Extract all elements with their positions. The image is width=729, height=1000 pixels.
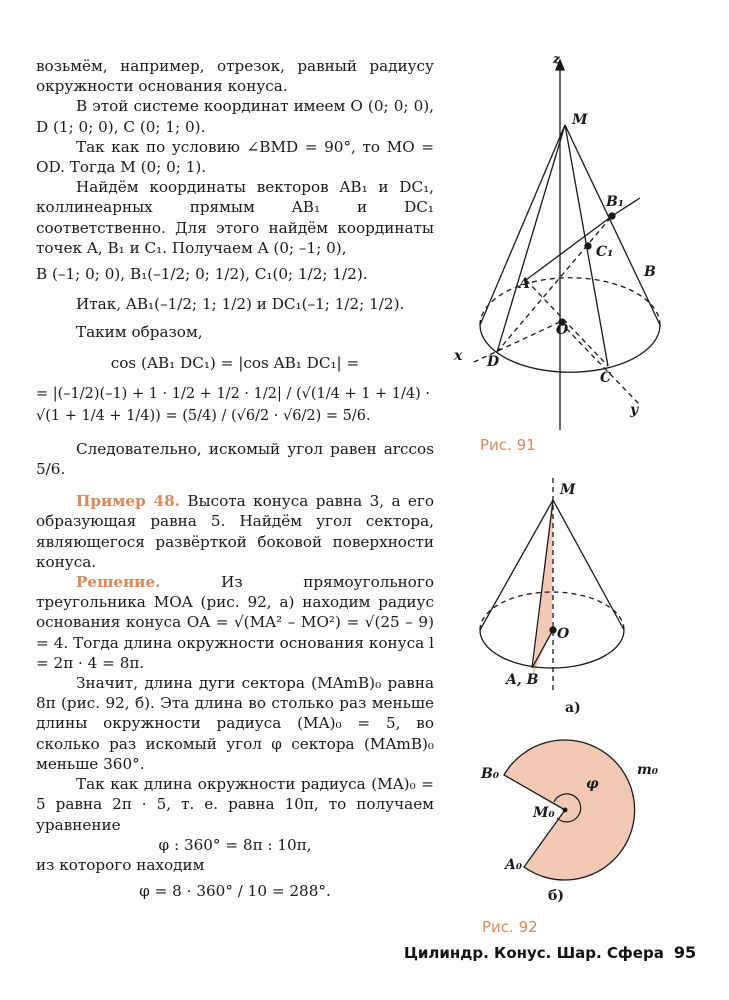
paragraph-5: B (–1; 0; 0), B₁(–1/2; 0; 1/2), C₁(0; 1/2; 1/2). bbox=[36, 265, 368, 284]
label-C1: C₁ bbox=[596, 244, 614, 260]
label-C: C bbox=[600, 370, 612, 386]
cone-right-edge bbox=[565, 125, 660, 325]
caption-fig91: Рис. 91 bbox=[480, 436, 536, 454]
paragraph-8: Следовательно, искомый угол равен arccos 5/6. bbox=[36, 439, 434, 479]
paragraph-2: В этой системе координат имеем O (0; 0; 0), D (1; 0; 0), C (0; 1; 0). bbox=[36, 97, 434, 136]
label-x: x bbox=[454, 348, 463, 364]
label-O: O bbox=[556, 322, 569, 338]
formula-fraction: = |(–1/2)(–1) + 1 · 1/2 + 1/2 · 1/2| / (√(1/4 + 1 + 1/4) · √(1 + 1/4 + 1/4)) = (5/4) / (√6/2 · √6/2) = 5/6. bbox=[36, 385, 431, 424]
label-A0: A₀ bbox=[505, 857, 522, 873]
label-B1: B₁ bbox=[606, 194, 624, 210]
footer-title: Цилиндр. Конус. Шар. Сфера bbox=[404, 944, 664, 962]
cone-left-edge bbox=[480, 125, 565, 325]
label-b: б) bbox=[548, 888, 564, 904]
figure-92a bbox=[480, 478, 624, 690]
label-A: A bbox=[519, 276, 530, 292]
label-m0: m₀ bbox=[637, 762, 658, 778]
label-z: z bbox=[553, 52, 560, 66]
sector-fill bbox=[504, 740, 635, 880]
paragraph-7: Таким образом, bbox=[76, 323, 203, 342]
point-C1 bbox=[585, 243, 591, 249]
label-B0: B₀ bbox=[481, 766, 499, 782]
paragraph-10: Так как длина окружности радиуса (MA)₀ = 5 равна 2π · 5, т. е. равна 10π, то получаем уравнение bbox=[36, 775, 434, 834]
point-M0 bbox=[563, 808, 568, 813]
segment-DB1 bbox=[497, 216, 612, 352]
example-text: Высота конуса равна 3, а его образующая равна 5. Найдём угол сектора, являющегося развёрткой боковой поверхности конуса. bbox=[36, 492, 435, 571]
label-a: а) bbox=[565, 700, 581, 716]
paragraph-4: Найдём координаты векторов AB₁ и DC₁, коллинеарных прямым AB₁ и DC₁ соответственно. Для этого найдём координаты точек A, B₁ и C₁. Получаем A (0; –1; 0), bbox=[36, 178, 434, 257]
label-AB: A, B bbox=[506, 672, 539, 688]
example-label: Пример 48. bbox=[76, 492, 180, 511]
point-B1 bbox=[609, 213, 615, 219]
label-M-92: M bbox=[560, 482, 576, 498]
label-O-92: O bbox=[557, 626, 570, 642]
label-phi: φ bbox=[586, 776, 599, 792]
caption-fig92: Рис. 92 bbox=[482, 918, 538, 936]
paragraph-6: Итак, AB₁(–1/2; 1; 1/2) и DC₁(–1; 1/2; 1/2). bbox=[76, 295, 405, 314]
formula-ratio: φ : 360° = 8π : 10π, bbox=[158, 835, 312, 854]
formula-cos: cos (AB₁ DC₁) = |cos AB₁ DC₁| = bbox=[110, 353, 360, 372]
page-number: 95 bbox=[673, 943, 697, 962]
paragraph-3: Так как по условию ∠BMD = 90°, то MO = OD. Тогда M (0; 0; 1). bbox=[36, 137, 434, 177]
figure-92b bbox=[504, 740, 635, 880]
base-front-arc-2 bbox=[480, 630, 624, 668]
label-M0: M₀ bbox=[533, 805, 555, 821]
page-footer bbox=[404, 943, 696, 962]
formula-phi: φ = 8 · 360° / 10 = 288°. bbox=[139, 882, 331, 901]
label-D: D bbox=[487, 354, 500, 370]
solution-label: Решение. bbox=[76, 573, 161, 592]
paragraph-11: из которого находим bbox=[36, 855, 205, 874]
label-y: y bbox=[630, 402, 639, 418]
point-O-2 bbox=[550, 627, 556, 633]
paragraph-1: возьмём, например, отрезок, равный радиусу окружности основания конуса. bbox=[36, 57, 434, 96]
label-M: M bbox=[572, 112, 588, 128]
base-front-arc bbox=[480, 325, 660, 372]
paragraph-9: Значит, длина дуги сектора (MAmB)₀ равна 8π (рис. 92, б). Эта длина во столько раз меньше длины окружности радиуса (MA)₀ = 5, во сколько раз искомый угол φ сектора (MAmB)₀ меньше 360°. bbox=[36, 674, 434, 773]
y-axis bbox=[560, 322, 640, 405]
cone-right-edge-2 bbox=[553, 500, 624, 630]
generator-MD bbox=[497, 125, 565, 352]
label-B: B bbox=[644, 264, 656, 280]
figure-91 bbox=[474, 60, 660, 430]
solution-text: Из прямоугольного треугольника MOA (рис. 92, а) находим радиус основания конуса OA = √(MA² – MO²) = √(25 – 9) = 4. Тогда длина окружности основания конуса l = 2π · 4 = 8π. bbox=[36, 573, 435, 672]
